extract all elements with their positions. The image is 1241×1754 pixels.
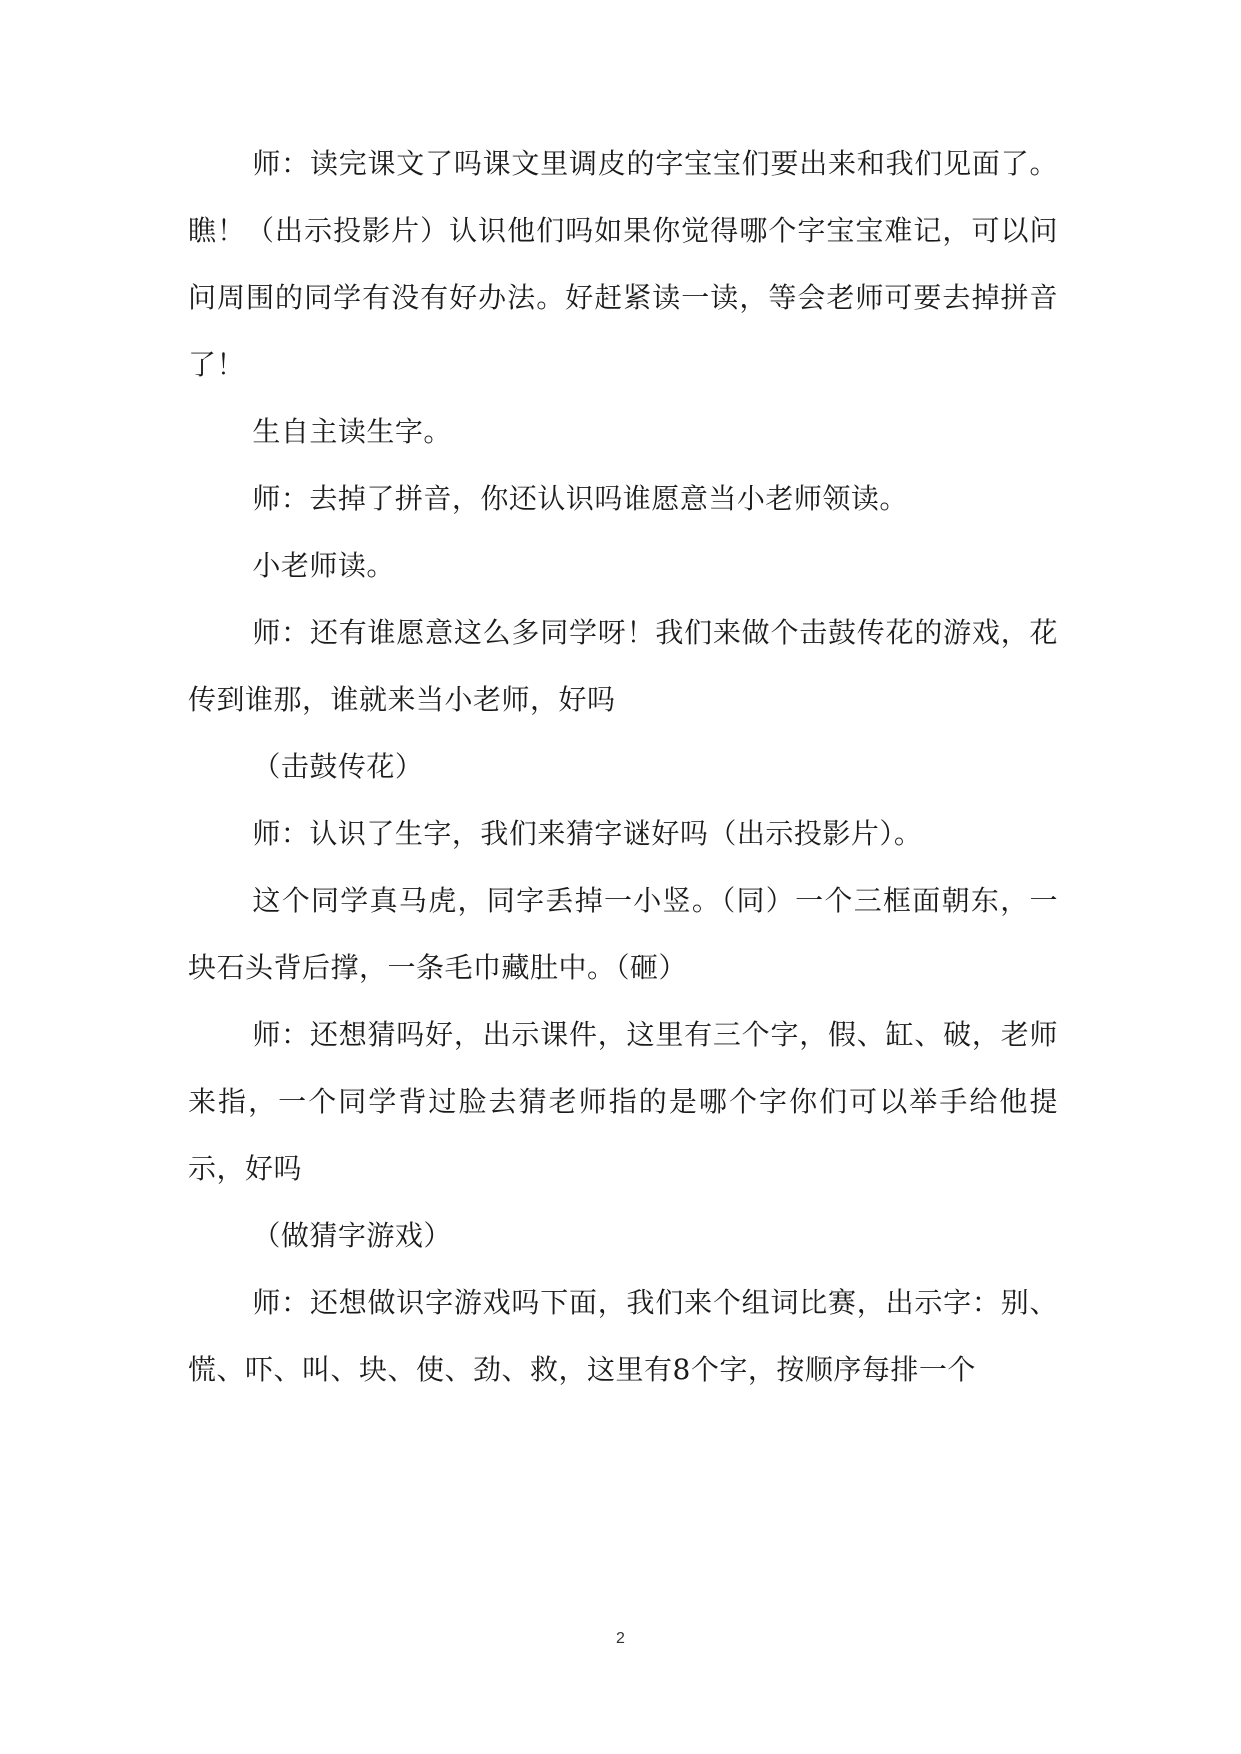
paragraph: 师：还想猜吗好，出示课件，这里有三个字，假、缸、破，老师来指，一个同学背过脸去猜老师指的是哪个字你们可以举手给他提示，好吗 — [188, 1018, 1058, 1185]
paragraph: （击鼓传花） — [252, 750, 424, 783]
paragraph: 师：读完课文了吗课文里调皮的字宝宝们要出来和我们见面了。瞧！（出示投影片）认识他们吗如果你觉得哪个字宝宝难记，可以问问周围的同学有没有好办法。好赶紧读一读，等会老师可要去掉拼音了！ — [188, 147, 1058, 381]
paragraph: 师：认识了生字，我们来猜字谜好吗（出示投影片）。 — [252, 817, 923, 850]
paragraph: 师：还想做识字游戏吗下面，我们来个组词比赛，出示字：别、慌、吓、叫、块、使、劲、救，这里有8个字，按顺序每排一个 — [188, 1286, 1058, 1386]
paragraph: 生自主读生字。 — [252, 415, 452, 448]
paragraph: 师：还有谁愿意这么多同学呀！我们来做个击鼓传花的游戏，花传到谁那，谁就来当小老师，好吗 — [188, 616, 1058, 716]
paragraph: 小老师读。 — [252, 549, 395, 582]
paragraph: （做猜字游戏） — [252, 1219, 452, 1252]
body-text — [188, 130, 1058, 1403]
page-number: 2 — [616, 1630, 625, 1647]
paragraph: 这个同学真马虎，同字丢掉一小竖。（同）一个三框面朝东，一块石头背后撑，一条毛巾藏肚中。（砸） — [188, 884, 1058, 984]
paragraph: 师：去掉了拼音，你还认识吗谁愿意当小老师领读。 — [252, 482, 908, 515]
